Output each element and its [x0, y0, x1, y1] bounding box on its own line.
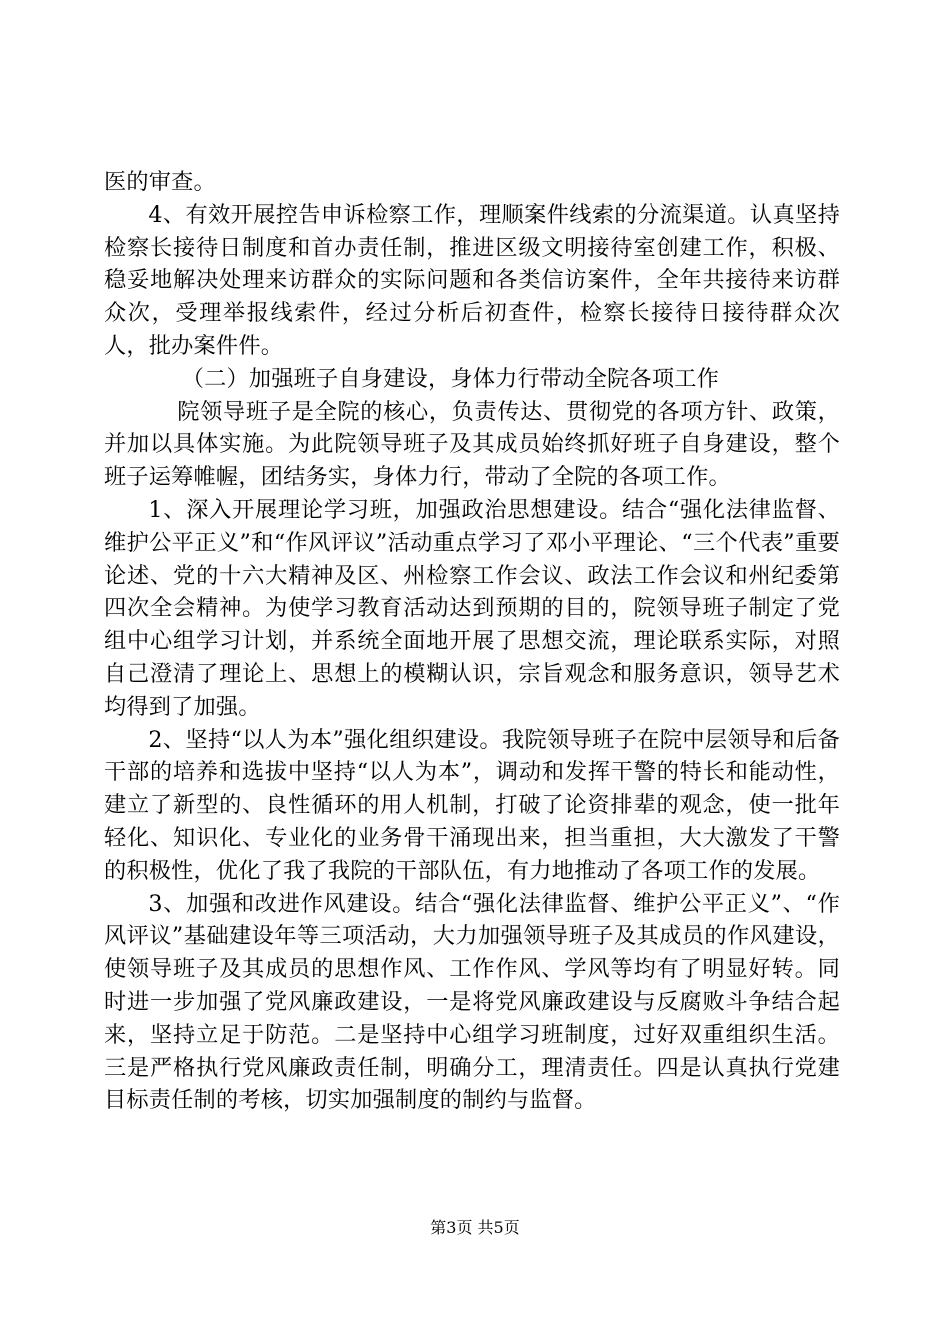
paragraph-intro: 院领导班子是全院的核心，负责传达、贯彻党的各项方针、政策，并加以具体实施。为此院领导班子及其成员始终抓好班子自身建设，整个班子运筹帷幄，团结务实，身体力行，带动了全院的各项工作。	[104, 398, 840, 491]
paragraph-continuation: 医的审查。	[104, 169, 216, 195]
paragraph-item-3: 3、加强和改进作风建设。结合“强化法律监督、维护公平正义”、“作风评议”基础建设年等三项活动，大力加强领导班子及其成员的作风建设，使领导班子及其成员的思想作风、工作作风、学风等均有了明显好转。同时进一步加强了党风廉政建设，一是将党风廉政建设与反腐败斗争结合起来，坚持立足于防范。二是坚持中心组学习班制度，过好双重组织生活。三是严格执行党风廉政责任制，明确分工，理清责任。四是认真执行党建目标责任制的考核，切实加强制度的制约与监督。	[104, 890, 840, 1114]
page-footer: 第3页 共5页	[430, 1218, 520, 1237]
paragraph-item-4: 4、有效开展控告申诉检察工作，理顺案件线索的分流渠道。认真坚持检察长接待日制度和首办责任制，推进区级文明接待室创建工作，积极、稳妥地解决处理来访群众的实际问题和各类信访案件，全年共接待来访群众次，受理举报线索件，经过分析后初查件，检察长接待日接待群众次人，批办案件件。	[104, 201, 840, 359]
document-body	[104, 166, 840, 1117]
paragraph-item-1: 1、深入开展理论学习班，加强政治思想建设。结合“强化法律监督、维护公平正义”和“作风评议”活动重点学习了邓小平理论、“三个代表”重要论述、党的十六大精神及区、州检察工作会议、政法工作会议和州纪委第四次全会精神。为使学习教育活动达到预期的目的，院领导班子制定了党组中心组学习计划，并系统全面地开展了思想交流，理论联系实际，对照自己澄清了理论上、思想上的模糊认识，宗旨观念和服务意识，领导艺术均得到了加强。	[104, 496, 840, 720]
paragraph-item-2: 2、坚持“以人为本”强化组织建设。我院领导班子在院中层领导和后备干部的培养和选拔中坚持“以人为本”，调动和发挥干警的特长和能动性，建立了新型的、良性循环的用人机制，打破了论资排辈的观念，使一批年轻化、知识化、专业化的业务骨干涌现出来，担当重担，大大激发了干警的积极性，优化了我了我院的干部队伍，有力地推动了各项工作的发展。	[104, 726, 840, 884]
section-heading: （二）加强班子自身建设，身体力行带动全院各项工作	[181, 365, 719, 392]
